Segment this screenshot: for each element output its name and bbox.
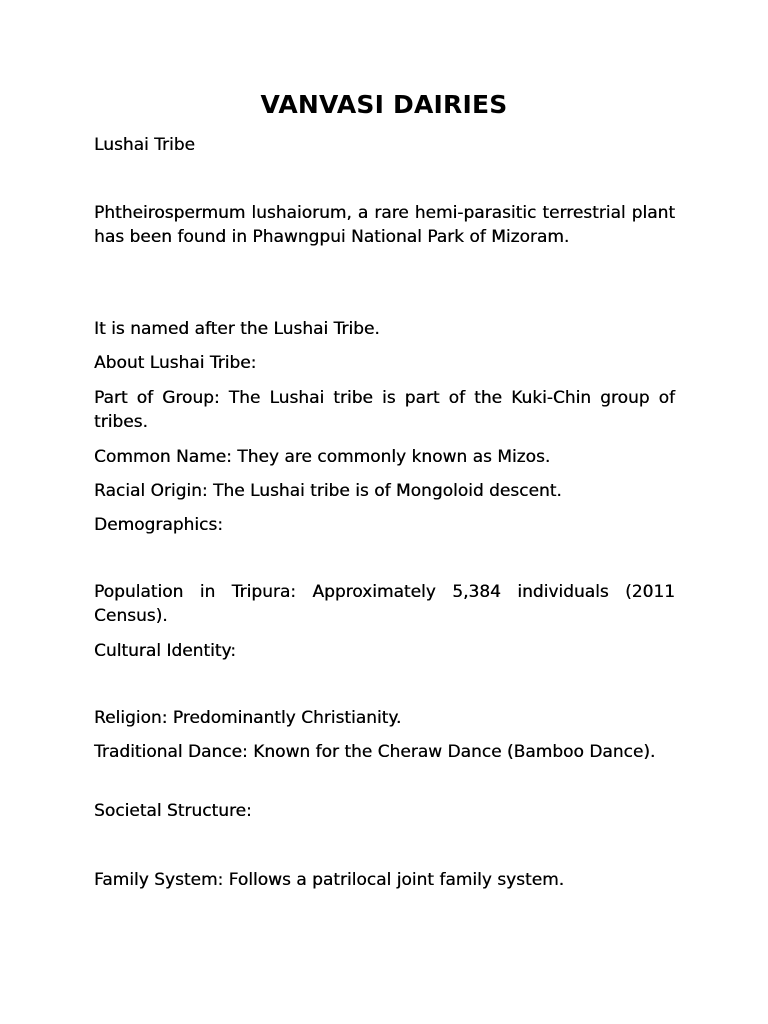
heading-demographics: Demographics: <box>94 515 223 535</box>
paragraph-population: Population in Tripura: Approximately 5,384 individuals (2011 Census). <box>94 582 675 626</box>
heading-societal-structure: Societal Structure: <box>94 801 252 821</box>
paragraph-traditional-dance: Traditional Dance: Known for the Cheraw Dance (Bamboo Dance). <box>94 742 656 762</box>
document-title: VANVASI DAIRIES <box>260 90 508 119</box>
section-heading-lushai-tribe: Lushai Tribe <box>94 135 195 155</box>
paragraph-plant-discovery: Phtheirospermum lushaiorum, a rare hemi-parasitic terrestrial plant has been found in Phawngpui National Park of Mizoram. <box>94 203 675 247</box>
heading-cultural-identity: Cultural Identity: <box>94 641 236 661</box>
paragraph-part-of-group: Part of Group: The Lushai tribe is part of the Kuki-Chin group of tribes. <box>94 388 675 432</box>
heading-about-lushai-tribe: About Lushai Tribe: <box>94 353 257 373</box>
paragraph-family-system: Family System: Follows a patrilocal joint family system. <box>94 870 565 890</box>
paragraph-named-after: It is named after the Lushai Tribe. <box>94 319 380 339</box>
paragraph-racial-origin: Racial Origin: The Lushai tribe is of Mongoloid descent. <box>94 481 562 501</box>
paragraph-common-name: Common Name: They are commonly known as Mizos. <box>94 447 551 467</box>
paragraph-religion: Religion: Predominantly Christianity. <box>94 708 402 728</box>
